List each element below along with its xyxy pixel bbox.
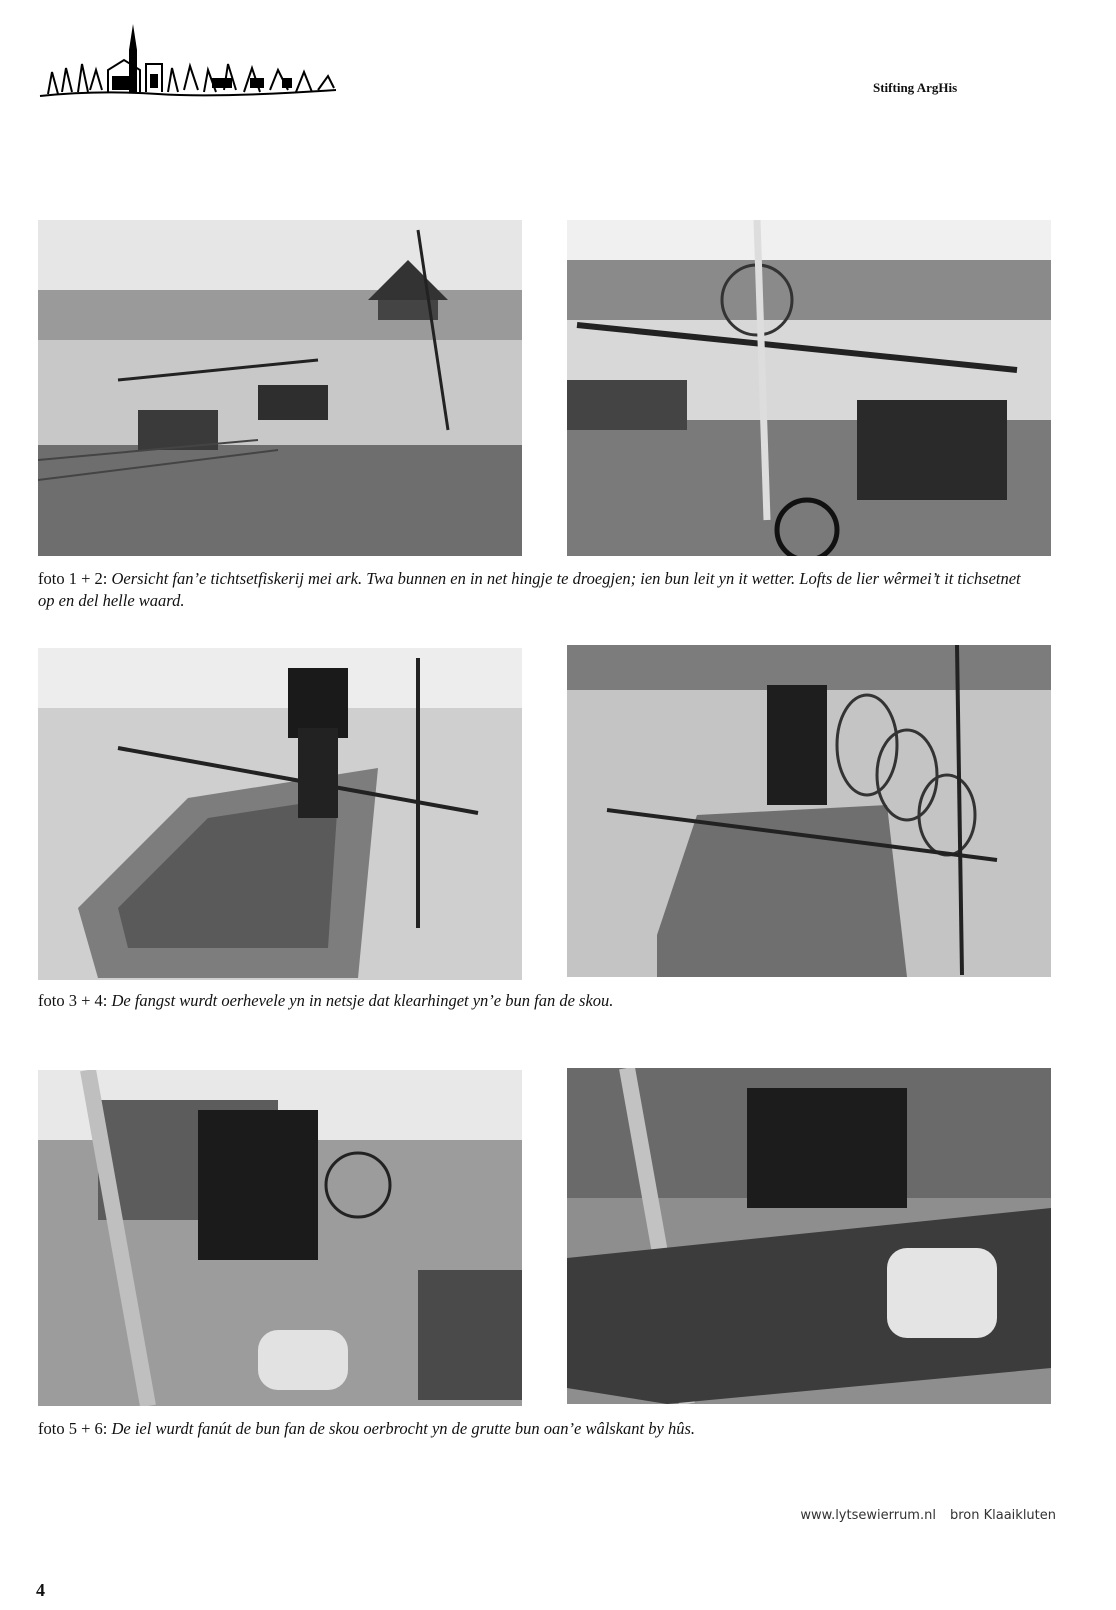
caption-label: foto 3 + 4: (38, 991, 108, 1010)
website-url: www.lytsewierrum.nl (800, 1508, 936, 1523)
village-skyline-logo (38, 20, 338, 102)
photo-5-transferring-eel (38, 1070, 522, 1406)
caption-label: foto 5 + 6: (38, 1419, 108, 1438)
page-number: 4 (36, 1580, 45, 1600)
photo-3-man-in-boat (38, 648, 522, 980)
caption-text: Oersicht fan’e tichtsetfiskerij mei ark. Twa bunnen en in net hingje te droegjen; ien bun leit yn it wetter. Lofts de lier wêrmei’t it tichsetnet op en del helle waard. (38, 569, 1021, 610)
source-credit (800, 1508, 1056, 1523)
caption-photos-3-4 (38, 990, 1038, 1012)
organization-name: Stifting ArgHis (873, 80, 958, 95)
photo-2-winch-and-box (567, 220, 1051, 556)
source-name: bron Klaaikluten (949, 1508, 1056, 1523)
caption-photos-5-6 (38, 1418, 1038, 1440)
caption-text: De fangst wurdt oerhevele yn in netsje dat klearhinget yn’e bun fan de skou. (107, 991, 614, 1010)
caption-text: De iel wurdt fanút de bun fan de skou oerbrocht yn de grutte bun oan’e wâlskant by hûs. (107, 1419, 695, 1438)
caption-label: foto 1 + 2: (38, 569, 108, 588)
photo-1-fishery-overview (38, 220, 522, 556)
photo-4-man-with-net (567, 645, 1051, 977)
photo-6-bending-over-boat (567, 1068, 1051, 1404)
caption-photos-1-2 (38, 568, 1038, 612)
